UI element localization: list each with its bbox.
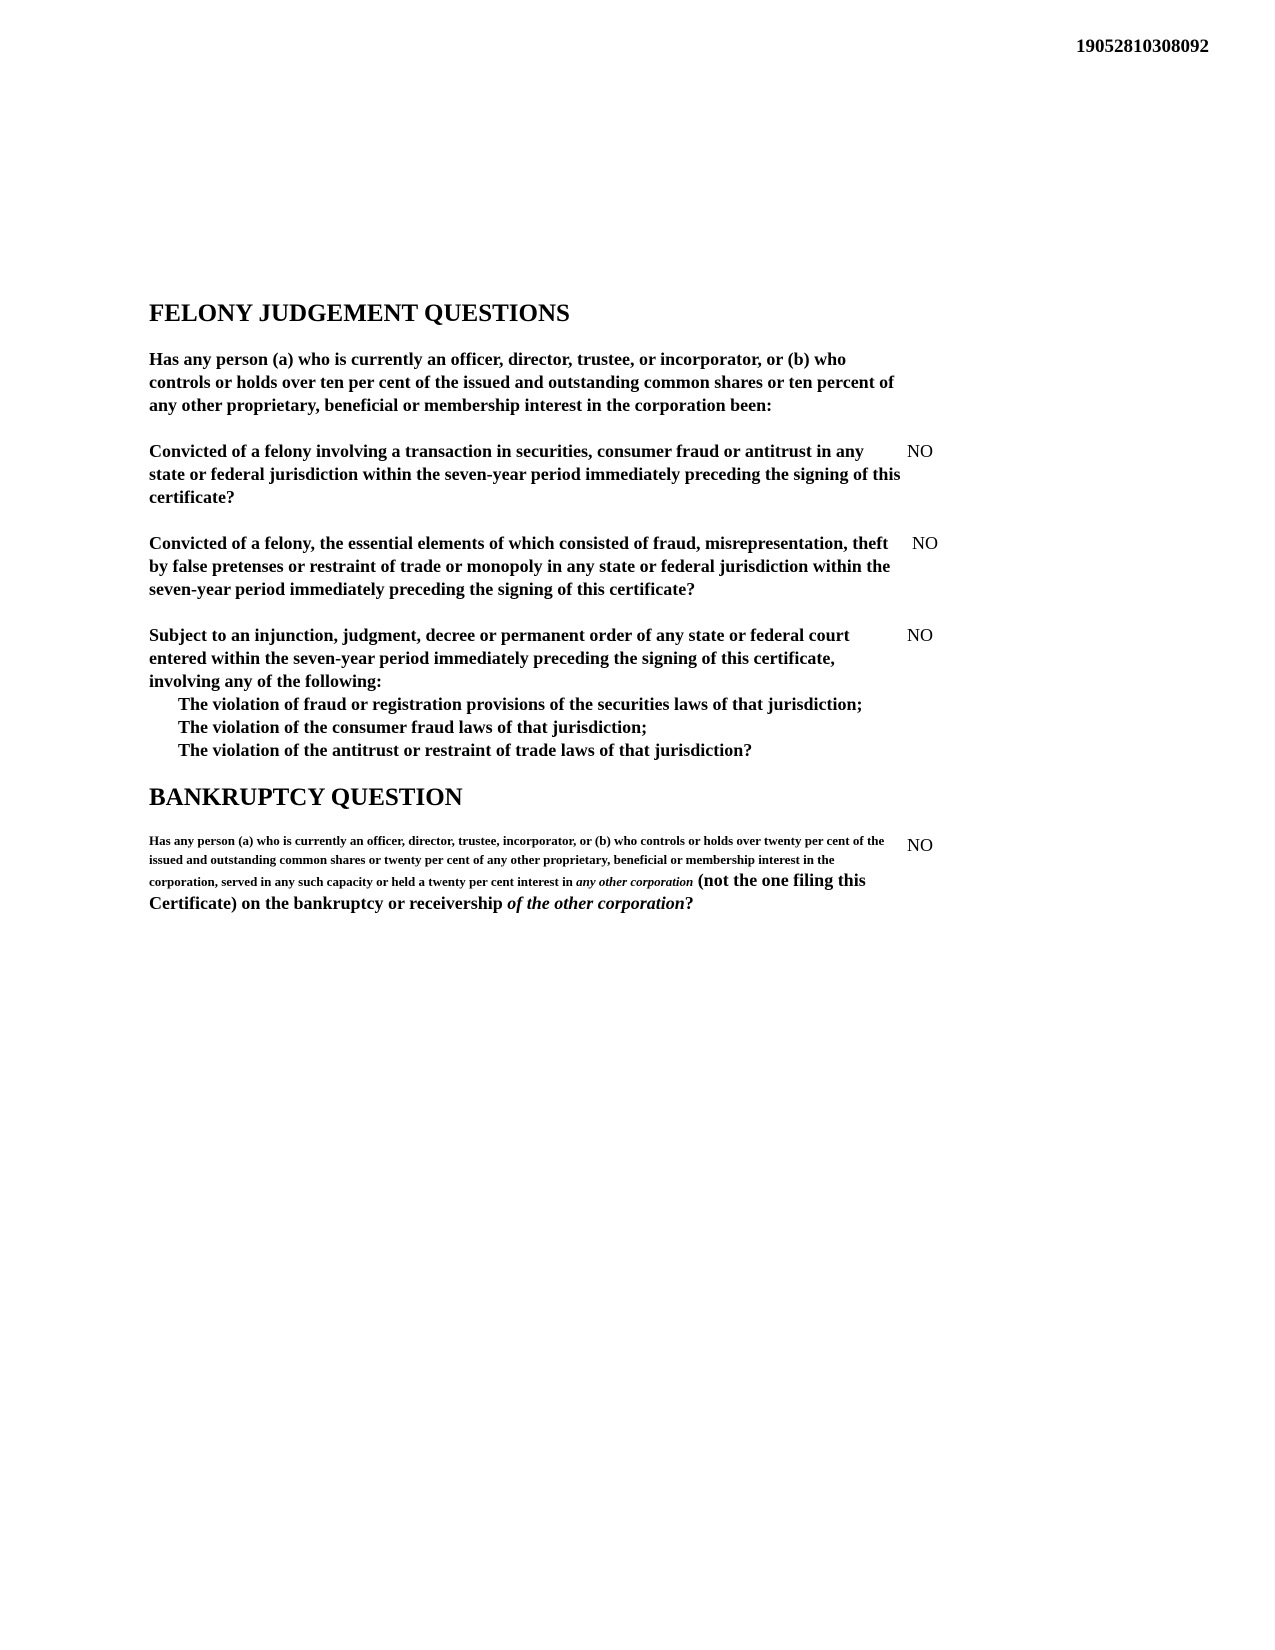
felony-question-2: [149, 532, 938, 601]
list-item: The violation of the consumer fraud laws of that jurisdiction;: [178, 717, 648, 737]
felony-heading: FELONY JUDGEMENT QUESTIONS: [149, 300, 570, 327]
bankruptcy-text-part1: Has any person (a) who is currently an officer, director, trustee, incorporator, or (b) who controls or holds over twenty per cent of the issued and outstanding common shares or twenty per cent of any other proprietary, beneficial or membership interest in the corporation, served in any such capacity or held a twenty per cent interest in: [149, 833, 885, 889]
felony-intro: Has any person (a) who is currently an officer, director, trustee, or incorporator, or (b) who controls or holds over ten per cent of the issued and outstanding common shares or ten percent of any other proprietary, beneficial or membership interest in the corporation been:: [149, 349, 895, 415]
question-text: Convicted of a felony involving a transaction in securities, consumer fraud or antitrust in any state or federal jurisdiction within the seven-year period immediately preceding the signing of this certificate?: [149, 441, 901, 507]
bankruptcy-question: [149, 832, 933, 915]
question-text: Subject to an injunction, judgment, decree or permanent order of any state or federal court entered within the seven-year period immediately preceding the signing of this certificate, involving any of the following:: [149, 625, 850, 691]
document-content: [149, 300, 949, 938]
felony-question-3: [149, 624, 933, 762]
question-answer: NO: [907, 625, 933, 645]
bankruptcy-text-part3: ?: [684, 893, 694, 913]
violation-list: [149, 693, 901, 762]
bankruptcy-text-italic2: of the other corporation: [507, 893, 685, 913]
bankruptcy-text-part2: (not the one filing this Certificate) on the bankruptcy or receivership: [149, 870, 866, 913]
list-item: The violation of fraud or registration provisions of the securities laws of that jurisdiction;: [178, 694, 863, 714]
question-answer: NO: [912, 533, 938, 553]
question-text: [149, 832, 901, 915]
question-answer: NO: [907, 835, 933, 855]
bankruptcy-text-italic1: any other corporation: [576, 874, 694, 889]
bankruptcy-heading: BANKRUPTCY QUESTION: [149, 784, 463, 811]
question-text: Convicted of a felony, the essential elements of which consisted of fraud, misrepresentation, theft by false pretenses or restraint of trade or monopoly in any state or federal jurisdiction within the seven-year period immediately preceding the signing of this certificate?: [149, 533, 891, 599]
felony-question-1: [149, 440, 933, 509]
question-answer: NO: [907, 441, 933, 461]
list-item: The violation of the antitrust or restraint of trade laws of that jurisdiction?: [178, 740, 753, 760]
document-number: 19052810308092: [1076, 36, 1209, 57]
